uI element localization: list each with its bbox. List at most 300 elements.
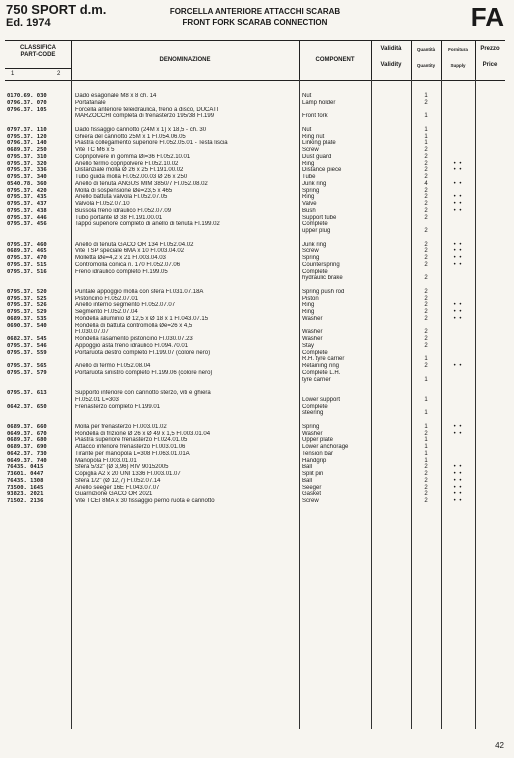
table-row: [5, 350, 505, 357]
part-code-cell: 0689.37. 660: [7, 423, 47, 430]
quantity-cell: 2: [424, 329, 428, 336]
component-cell: steering: [302, 410, 324, 417]
description-cell: Copiglia A2 x 20 UNI 1336 FI.003.01.07: [75, 471, 181, 477]
component-cell: Front fork: [302, 113, 328, 120]
description-cell: Supporto inferiore con cannotto sterzo, viti e ghiera: [75, 390, 211, 396]
description-cell: Manopola FI.003.01.01: [75, 457, 137, 464]
col-part-code-en: PART-CODE: [20, 52, 56, 58]
table-row: [5, 471, 505, 478]
quantity-cell: 2: [424, 201, 428, 207]
quantity-cell: 2: [424, 147, 428, 153]
quantity-cell: 1: [424, 113, 428, 120]
supply-cell: • •: [453, 471, 463, 477]
part-code-cell: 0795.37. 470: [7, 255, 47, 261]
description-cell: Anello seeger 16E FI.043.07.07: [75, 484, 160, 491]
component-cell: Junk ring: [302, 241, 327, 248]
supply-cell: • •: [453, 261, 463, 268]
table-row: [5, 282, 505, 289]
quantity-cell: 2: [424, 241, 428, 248]
table-row: [5, 181, 505, 188]
component-cell: Complete: [302, 403, 328, 410]
col-part-code: [5, 41, 72, 80]
component-cell: Screw: [302, 147, 319, 153]
col-supply-it: Fornitura: [448, 47, 468, 52]
description-cell: Segmento FI.052.07.04: [75, 309, 138, 315]
page-title-english: FRONT FORK SCARAB CONNECTION: [182, 18, 328, 27]
table-row: [5, 451, 505, 458]
table-row: [5, 410, 505, 417]
description-cell: Vite TCEI 8MA x 30 fissaggio perno ruota e cannotto: [75, 498, 215, 504]
component-cell: hydraulic brake: [302, 275, 343, 282]
description-cell: Tappo superiore completo di anello di tenuta FI.199.02: [75, 221, 220, 228]
description-cell: Piastra superiore frenasterzo FI.024.01.05: [75, 437, 188, 444]
col-description-label: DENOMINAZIONE: [159, 57, 211, 63]
table-row: [5, 377, 505, 384]
quantity-cell: 2: [424, 194, 428, 201]
col-part-code-sub1: 1: [11, 71, 15, 77]
part-code-cell: 0649.37. 740: [7, 457, 47, 464]
table-row: [5, 302, 505, 309]
part-code-cell: 0642.37. 650: [7, 403, 47, 410]
part-code-cell: 0795.37. 437: [7, 201, 47, 207]
part-code-cell: 0795.37. 456: [7, 221, 47, 228]
table-row: [5, 329, 505, 336]
part-code-cell: 0689.37. 690: [7, 444, 47, 450]
supply-cell: • •: [453, 248, 463, 255]
table-row: [5, 336, 505, 343]
component-cell: Washer: [302, 430, 323, 437]
component-cell: Spring: [302, 423, 320, 430]
col-price-en: Price: [482, 62, 498, 68]
col-description: [71, 41, 300, 80]
quantity-cell: 2: [424, 275, 428, 282]
component-cell: Spring push rod: [302, 288, 345, 295]
table-row: [5, 113, 505, 120]
part-code-cell: 0795.37. 120: [7, 133, 47, 140]
part-code-cell: 0795.37. 529: [7, 309, 47, 315]
quantity-cell: 2: [424, 315, 428, 322]
component-cell: Ball: [302, 464, 313, 471]
description-cell: Frenasterzo completo FI.199.01: [75, 403, 161, 410]
part-code-cell: 0795.37. 515: [7, 261, 47, 268]
col-component-label: COMPONENT: [315, 57, 355, 63]
table-row: [5, 431, 505, 438]
component-cell: Washer: [302, 329, 323, 336]
table-row: [5, 296, 505, 303]
supply-cell: • •: [453, 241, 463, 248]
part-code-cell: 0795.37. 546: [7, 342, 47, 349]
description-cell: Tubo portante Ø 38 FI.191.00.01: [75, 214, 163, 221]
table-row: [5, 269, 505, 276]
quantity-cell: 2: [424, 342, 428, 349]
table-row: [5, 498, 505, 505]
quantity-cell: 1: [424, 457, 428, 464]
table-row: [5, 485, 505, 492]
supply-cell: • •: [453, 180, 463, 187]
table-row: [5, 242, 505, 249]
table-row: [5, 491, 505, 498]
table-row: [5, 228, 505, 235]
part-code-cell: 0690.37. 540: [7, 322, 47, 329]
col-price: [475, 41, 505, 80]
description-cell: Molla di sospensione Øe=23,5 x 465: [75, 187, 173, 194]
quantity-cell: 1: [424, 356, 428, 363]
part-code-cell: 0795.37. 340: [7, 174, 47, 180]
quantity-cell: 1: [424, 450, 428, 457]
table-row: [5, 235, 505, 242]
description-cell: Tubo guida molla FI.052.00.03 Ø 26 x 250: [75, 174, 188, 180]
component-cell: Bush: [302, 207, 316, 214]
description-cell: Attacco inferiore frenasterzo FI.003.01.06: [75, 444, 186, 450]
parts-table-body: [5, 93, 505, 505]
component-cell: Complete L.H.: [302, 369, 341, 376]
supply-cell: • •: [453, 160, 463, 167]
col-part-code-it: CLASSIFICA: [20, 45, 56, 51]
description-cell: Anello fermo copripolvere FI.052.10.02: [75, 160, 179, 167]
description-cell: Anello di tenuta ANGUS MIM 3850/7 FI.052.08.02: [75, 180, 208, 187]
col-component: [299, 41, 372, 80]
description-cell: Rondella di battuta contromolla Øe=26 x 4,5: [75, 322, 193, 329]
description-cell: Valvola FI.052.07.10: [75, 201, 130, 207]
quantity-cell: 2: [424, 261, 428, 268]
component-cell: Distance piece: [302, 167, 342, 174]
description-cell: Pistoncino FI.052.07.01: [75, 295, 139, 302]
supply-cell: • •: [453, 484, 463, 491]
quantity-cell: 2: [424, 214, 428, 221]
page-number: 42: [495, 741, 504, 750]
col-part-code-sub2: 2: [57, 71, 61, 77]
component-cell: Valve: [302, 201, 317, 207]
component-cell: Gasket: [302, 491, 322, 498]
table-row: [5, 289, 505, 296]
component-cell: Upper plate: [302, 437, 334, 444]
quantity-cell: 2: [424, 228, 428, 234]
part-code-cell: 0170.69. 030: [7, 93, 47, 99]
quantity-cell: 2: [424, 174, 428, 180]
description-cell: Appoggio asta freno idraulico FI.094.70.01: [75, 342, 189, 349]
component-cell: Nut: [302, 126, 312, 133]
table-row: [5, 478, 505, 485]
description-cell: Dado fissaggio cannotto (24M x 1) x 18,5 - ch. 30: [75, 126, 207, 133]
component-cell: Linking plate: [302, 140, 336, 147]
table-row: [5, 93, 505, 100]
part-code-cell: 0689.37. 250: [7, 147, 47, 153]
part-code-cell: 71502. 2136: [7, 498, 44, 504]
table-row: [5, 154, 505, 161]
component-cell: Complete: [302, 268, 328, 275]
supply-cell: • •: [453, 167, 463, 174]
part-code-cell: 0795.37. 579: [7, 369, 47, 376]
description-cell: Bussola freno idraulico FI.052.07.09: [75, 207, 172, 214]
supply-cell: • •: [453, 423, 463, 430]
description-cell: Vite TC M6 x 5: [75, 147, 115, 153]
component-cell: Ring: [302, 194, 315, 201]
component-cell: Tube: [302, 174, 316, 180]
description-cell: Anello di tenuta GACO OR 134 FI.052.04.02: [75, 241, 194, 248]
part-code-cell: 0795.37. 446: [7, 214, 47, 221]
part-code-cell: 0795.37. 565: [7, 363, 47, 369]
part-code-cell: 0795.37. 460: [7, 241, 47, 248]
supply-cell: • •: [453, 491, 463, 498]
component-cell: Support tube: [302, 214, 337, 221]
description-cell: Molla per frenasterzo FI.003.01.02: [75, 423, 167, 430]
col-quantity: [411, 41, 442, 80]
table-row: [5, 309, 505, 316]
table-row: [5, 424, 505, 431]
component-cell: Split pin: [302, 471, 324, 477]
table-row: [5, 221, 505, 228]
table-row: [5, 167, 505, 174]
part-code-cell: 0642.37. 730: [7, 450, 47, 457]
description-cell: Copripolvere in gomma Øi=36 FI.052.10.01: [75, 153, 191, 160]
part-code-cell: 0795.37. 516: [7, 268, 47, 275]
description-cell: Vite TSP speciale 6MA x 10 FI.003.04.02: [75, 248, 185, 255]
part-code-cell: 0689.37. 465: [7, 248, 47, 255]
col-quantity-it: Quantità: [416, 47, 436, 52]
component-cell: Lower support: [302, 396, 341, 403]
part-code-cell: 0795.37. 435: [7, 194, 47, 201]
part-code-cell: 0795.37. 310: [7, 153, 47, 160]
supply-cell: • •: [453, 309, 463, 315]
quantity-cell: 1: [424, 410, 428, 417]
part-code-cell: 73601. 0447: [7, 471, 44, 477]
part-code-cell: 73500. 1645: [7, 484, 44, 491]
description-cell: Portaruota sinistro completo FI.199.06 (colore nero): [75, 369, 213, 376]
table-row: [5, 107, 505, 114]
table-row: [5, 383, 505, 390]
supply-cell: • •: [453, 430, 463, 437]
part-code-cell: 0795.37. 526: [7, 302, 47, 309]
component-cell: Seeger: [302, 484, 322, 491]
supply-cell: • •: [453, 498, 463, 504]
component-cell: Washer: [302, 315, 323, 322]
quantity-cell: 2: [424, 498, 428, 504]
quantity-cell: 2: [424, 302, 428, 309]
part-code-cell: 0795.37. 336: [7, 167, 47, 174]
description-cell: Portaruota destro completo FI.199.07 (colore nero): [75, 349, 211, 356]
component-cell: Nut: [302, 93, 312, 99]
quantity-cell: 1: [424, 437, 428, 444]
description-cell: Rondella alluminio Ø 12,5 x Ø 18 x 1 FI.043.07.15: [75, 315, 209, 322]
col-quantity-en: Quantity: [416, 63, 436, 68]
col-part-code-divider: [5, 68, 71, 69]
table-row: [5, 404, 505, 411]
quantity-cell: 2: [424, 484, 428, 491]
component-cell: Piston: [302, 295, 319, 302]
quantity-cell: 2: [424, 160, 428, 167]
supply-cell: • •: [453, 194, 463, 201]
quantity-cell: 1: [424, 444, 428, 450]
description-cell: Dado esagonale M8 x 8 ch. 14: [75, 93, 157, 99]
edition-label: Ed. 1974: [6, 17, 51, 29]
quantity-cell: 2: [424, 430, 428, 437]
description-cell: Anello battuta valvola FI.052.07.05: [75, 194, 168, 201]
table-row: [5, 201, 505, 208]
quantity-cell: 2: [424, 99, 428, 106]
quantity-cell: 2: [424, 491, 428, 498]
part-code-cell: 0796.37. 070: [7, 99, 47, 106]
supply-cell: • •: [453, 315, 463, 322]
model-title: 750 SPORT d.m.: [6, 2, 107, 17]
component-cell: Spring: [302, 187, 320, 194]
quantity-cell: 2: [424, 309, 428, 315]
component-cell: Spring: [302, 255, 320, 261]
part-code-cell: 93823. 2021: [7, 491, 44, 498]
section-code: FA: [470, 2, 504, 32]
component-cell: R.H. tyre carrier: [302, 356, 345, 363]
component-cell: Lower anchorage: [302, 444, 349, 450]
table-row: [5, 120, 505, 127]
supply-cell: • •: [453, 464, 463, 471]
quantity-cell: 1: [424, 140, 428, 147]
description-cell: Tirante per manopola L=308 FI.063.01.01A: [75, 450, 190, 457]
component-cell: Junk ring: [302, 180, 327, 187]
component-cell: Ring: [302, 160, 315, 167]
description-cell: Sfera 1/2" (Ø 12,7) FI.052.07.14: [75, 477, 161, 484]
component-cell: Complete: [302, 221, 328, 228]
column-header: [5, 40, 505, 81]
component-cell: Ring: [302, 302, 315, 309]
table-row: [5, 161, 505, 168]
table-row: [5, 363, 505, 370]
header-titles: [120, 6, 390, 28]
quantity-cell: 2: [424, 248, 428, 255]
component-cell: Washer: [302, 336, 323, 342]
component-cell: Dust guard: [302, 153, 332, 160]
part-code-cell: 0796.37. 140: [7, 140, 47, 147]
table-row: [5, 255, 505, 262]
part-code-cell: 76435. 0415: [7, 464, 44, 471]
supply-cell: • •: [453, 363, 463, 369]
table-row: [5, 343, 505, 350]
component-cell: Ring: [302, 309, 315, 315]
component-cell: Counterspring: [302, 261, 340, 268]
header-left: [6, 3, 106, 30]
component-cell: Ring nut: [302, 133, 325, 140]
quantity-cell: 2: [424, 336, 428, 342]
description-cell: MARZOCCHI completa di frenasterzo 195/38 FI.199: [75, 113, 215, 120]
supply-cell: • •: [453, 207, 463, 214]
component-cell: tyre carrier: [302, 376, 331, 383]
part-code-cell: 0540.78. 360: [7, 180, 47, 187]
quantity-cell: 2: [424, 207, 428, 214]
quantity-cell: 2: [424, 471, 428, 477]
description-cell: Puntale appoggio molla con sfera FI.031.07.18A: [75, 288, 204, 295]
table-row: [5, 370, 505, 377]
table-row: [5, 262, 505, 269]
quantity-cell: 1: [424, 396, 428, 403]
component-cell: Complete: [302, 349, 328, 356]
table-row: [5, 397, 505, 404]
table-row: [5, 417, 505, 424]
quantity-cell: 1: [424, 133, 428, 140]
description-cell: Rondella di frizione Ø 26 x Ø 49 x 1,5 FI.003.01.04: [75, 430, 211, 437]
description-cell: Guarnizione GACO OR 2021: [75, 491, 153, 498]
description-cell: Forcella anteriore teleidraulica, freno a disco, DUCATI: [75, 106, 219, 113]
component-cell: Stay: [302, 342, 315, 349]
col-price-it: Prezzo: [480, 46, 500, 52]
part-code-cell: 0795.37. 320: [7, 160, 47, 167]
table-row: [5, 194, 505, 201]
table-row: [5, 275, 505, 282]
quantity-cell: 1: [424, 376, 428, 383]
table-row: [5, 188, 505, 195]
part-code-cell: 0795.37. 420: [7, 187, 47, 194]
table-row: [5, 127, 505, 134]
table-row: [5, 134, 505, 141]
quantity-cell: 2: [424, 464, 428, 471]
part-code-cell: 0795.37. 613: [7, 390, 47, 396]
component-cell: Handgrip: [302, 457, 327, 464]
component-cell: Retaining ring: [302, 363, 340, 369]
description-cell: Contromolla conica n. 170 FI.052.07.06: [75, 261, 181, 268]
quantity-cell: 2: [424, 153, 428, 160]
quantity-cell: 2: [424, 288, 428, 295]
quantity-cell: 2: [424, 167, 428, 174]
part-code-cell: 0795.37. 525: [7, 295, 47, 302]
col-validity-en: Validity: [380, 62, 402, 68]
quantity-cell: 2: [424, 477, 428, 484]
quantity-cell: 1: [424, 126, 428, 133]
description-cell: Sfera 5/32" (Ø 3,96) RIV 90152005: [75, 464, 169, 471]
supply-cell: • •: [453, 255, 463, 261]
table-row: [5, 215, 505, 222]
description-cell: Portafanale: [75, 99, 106, 106]
description-cell: Rondella rasamento pistoncino FI.030.07.23: [75, 336, 193, 342]
col-supply-en: Supply: [450, 63, 466, 68]
component-cell: Screw: [302, 498, 319, 504]
component-cell: Lamp holder: [302, 99, 336, 106]
description-cell: Ghiera del cannotto 25M x 1 FI.054.06.05: [75, 133, 186, 140]
col-validity: [371, 41, 412, 80]
table-row: [5, 390, 505, 397]
table-row: [5, 140, 505, 147]
table-row: [5, 356, 505, 363]
col-validity-it: Validità: [380, 46, 402, 52]
table-row: [5, 444, 505, 451]
table-row: [5, 100, 505, 107]
table-row: [5, 208, 505, 215]
part-code-cell: 0649.37. 670: [7, 430, 47, 437]
description-cell: Anello di fermo FI.052.08.04: [75, 363, 151, 369]
component-cell: Screw: [302, 248, 319, 255]
quantity-cell: 2: [424, 255, 428, 261]
table-row: [5, 323, 505, 330]
table-row: [5, 248, 505, 255]
description-cell: Distanziale molla Ø 26 x 25 FI.191.00.02: [75, 167, 184, 174]
part-code-cell: 0682.37. 545: [7, 336, 47, 342]
part-code-cell: 0797.37. 110: [7, 126, 47, 133]
table-row: [5, 147, 505, 154]
description-cell: Freno idraulico completo FI.199.05: [75, 268, 168, 275]
quantity-cell: 1: [424, 93, 428, 99]
part-code-cell: 0795.37. 520: [7, 288, 47, 295]
supply-cell: • •: [453, 477, 463, 484]
table-row: [5, 437, 505, 444]
part-code-cell: 0796.37. 105: [7, 106, 47, 113]
table-row: [5, 174, 505, 181]
part-code-cell: 0795.37. 559: [7, 349, 47, 356]
part-code-cell: 0689.37. 535: [7, 315, 47, 322]
component-cell: upper plug: [302, 228, 331, 234]
part-code-cell: 76435. 1308: [7, 477, 44, 484]
quantity-cell: 2: [424, 187, 428, 194]
quantity-cell: 2: [424, 363, 428, 369]
description-cell: Piastra collegamento superiore FI.052.05.01 - Testa liscia: [75, 140, 228, 147]
description-cell: Molletta Øe=4,2 x 21 FI.003.04.03: [75, 255, 166, 261]
description-cell: Anello interno segmento FI.052.07.07: [75, 302, 176, 309]
description-cell: FI.052.01 L=303: [75, 396, 119, 403]
